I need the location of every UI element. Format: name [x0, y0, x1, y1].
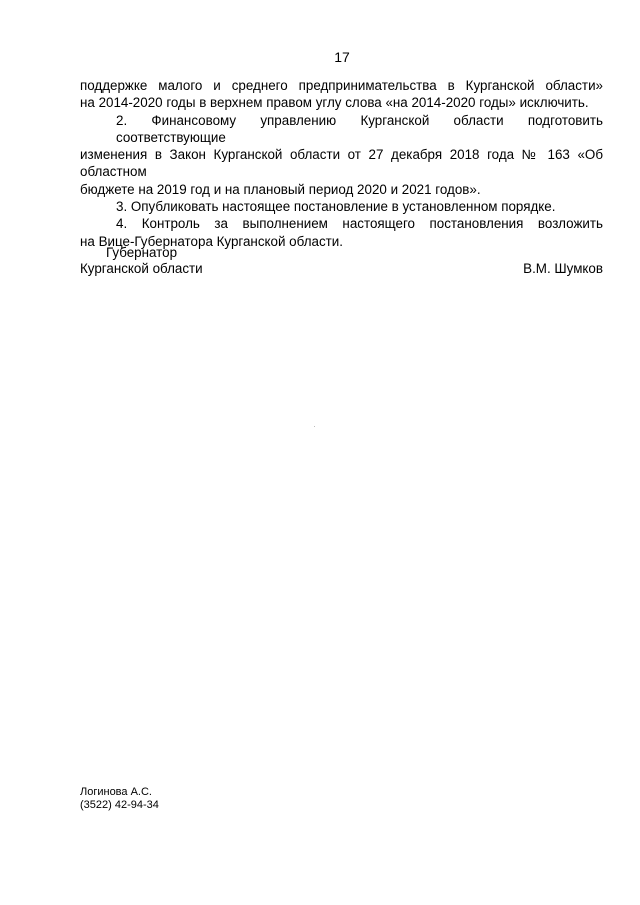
- paragraph-2-line: 2. Финансовому управлению Курганской области подготовить соответствующие: [116, 112, 603, 145]
- text-line: бюджете на 2019 год и на плановый период 2020 и 2021 годов».: [80, 181, 481, 197]
- page-number: 17: [334, 49, 350, 65]
- text-line: поддержке малого и среднего предпринимательства в Курганской области»: [80, 78, 603, 93]
- document-body: [80, 77, 603, 250]
- signatory-region: Курганской области: [80, 261, 203, 276]
- text-line: изменения в Закон Курганской области от 27 декабря 2018 года № 163 «Об областном: [80, 147, 603, 180]
- text-line: на 2014-2020 годы в верхнем правом углу слова «на 2014-2020 годы» исключить.: [80, 95, 589, 111]
- footer-executor: [80, 786, 159, 812]
- executor-phone: (3522) 42-94-34: [80, 799, 159, 811]
- text-line: на Вице-Губернатора Курганской области.: [80, 233, 343, 249]
- signatory-name: В.М. Шумков: [523, 261, 603, 276]
- signatory-title: Губернатор: [106, 245, 178, 260]
- scan-speck: [314, 426, 315, 427]
- executor-name: Логинова А.С.: [80, 786, 152, 798]
- paragraph-3-line: 3. Опубликовать настоящее постановление в установленном порядке.: [116, 199, 556, 215]
- paragraph-4-line: 4. Контроль за выполнением настоящего постановления возложить: [116, 216, 603, 232]
